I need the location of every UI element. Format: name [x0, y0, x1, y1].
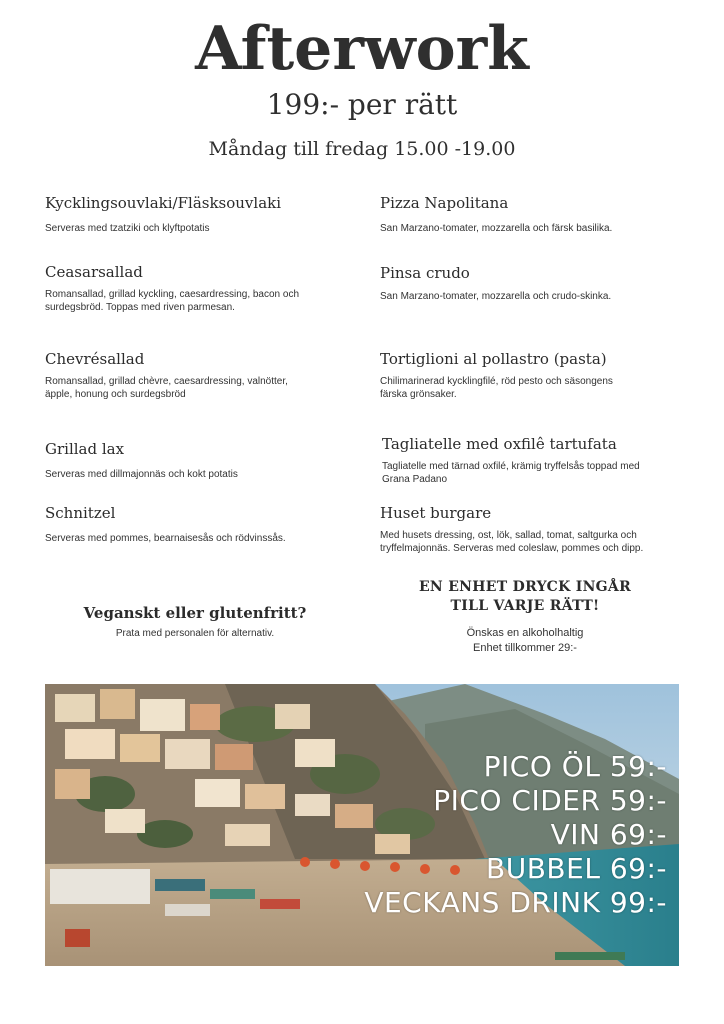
menu-item: [380, 194, 670, 235]
dish-name: Tagliatelle med oxfilê tartufata: [382, 435, 617, 453]
promo-line: VIN 69:-: [550, 818, 667, 851]
vegan-note: [45, 604, 345, 639]
dish-description: Med husets dressing, ost, lök, sallad, tomat, saltgurka och tryffelmajonnäs. Serveras med coleslaw, pommes och dipp.: [380, 530, 644, 554]
dish-name: Chevrésallad: [45, 350, 145, 368]
menu-item: [382, 435, 652, 486]
dish-description: Tagliatelle med tärnad oxfilé, krämig tryffelsås toppad med Grana Padano: [382, 461, 640, 485]
dish-description: Romansallad, grillad chèvre, caesardressing, valnötter, äpple, honung och surdegsbröd: [45, 376, 288, 400]
dish-name: Pinsa crudo: [380, 264, 470, 282]
promo-line: PICO ÖL 59:-: [483, 750, 667, 783]
promo-line: VECKANS DRINK 99:-: [364, 886, 667, 919]
dish-description: Serveras med pommes, bearnaisesås och rödvinssås.: [45, 533, 286, 544]
promo-line: PICO CIDER 59:-: [433, 784, 667, 817]
page-title: Afterwork: [195, 14, 529, 84]
dish-name: Schnitzel: [45, 504, 116, 522]
drink-note: [390, 578, 660, 656]
menu-item: [45, 194, 335, 235]
promo-line: BUBBEL 69:-: [486, 852, 667, 885]
dish-name: Tortiglioni al pollastro (pasta): [380, 350, 607, 368]
dish-description: San Marzano-tomater, mozzarella och färsk basilika.: [380, 223, 613, 234]
dish-name: Huset burgare: [380, 504, 492, 522]
menu-item: [45, 440, 335, 481]
hours-line: Måndag till fredag 15.00 -19.00: [208, 138, 516, 160]
menu-item: [380, 504, 650, 555]
drink-promo-list: [364, 750, 667, 920]
coastal-photo: [45, 684, 679, 966]
dish-description: Chilimarinerad kycklingfilé, röd pesto och säsongens färska grönsaker.: [380, 376, 613, 400]
menu-item: [45, 350, 305, 401]
menu-item: [380, 350, 640, 401]
dish-name: Pizza Napolitana: [380, 194, 509, 212]
dish-description: Serveras med dillmajonnäs och kokt potatis: [45, 469, 238, 480]
drink-sub-line1: Önskas en alkoholhaltig: [466, 627, 584, 639]
menu-item: [45, 263, 315, 314]
price-line: 199:- per rätt: [266, 88, 458, 121]
drink-sub-line2: Enhet tillkommer 29:-: [473, 642, 577, 654]
dish-description: Serveras med tzatziki och klyftpotatis: [45, 223, 210, 234]
dish-name: Ceasarsallad: [45, 263, 143, 281]
dish-name: Grillad lax: [45, 440, 125, 458]
menu-item: [45, 504, 335, 545]
drink-title-line2: TILL VARJE RÄTT!: [450, 598, 600, 614]
vegan-subtitle: Prata med personalen för alternativ.: [115, 628, 275, 639]
menu-item: [380, 264, 670, 303]
dish-description: San Marzano-tomater, mozzarella och crudo-skinka.: [380, 291, 612, 302]
vegan-title: Veganskt eller glutenfritt?: [83, 604, 307, 622]
dish-name: Kycklingsouvlaki/Fläsksouvlaki: [45, 194, 282, 212]
dish-description: Romansallad, grillad kyckling, caesardressing, bacon och surdegsbröd. Toppas med riven parmesan.: [45, 289, 300, 313]
drink-title-line1: EN ENHET DRYCK INGÅR: [418, 579, 632, 595]
